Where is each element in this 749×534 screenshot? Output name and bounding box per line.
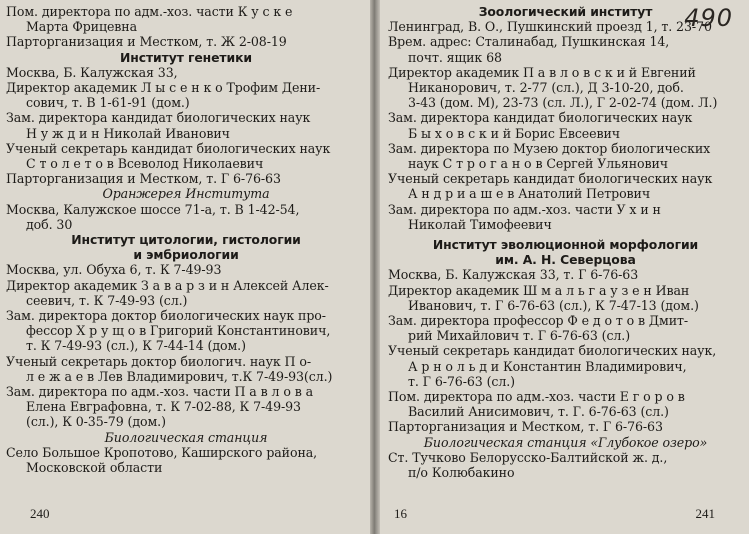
text-line: сович, т. В 1-61-91 (дом.) bbox=[26, 95, 190, 111]
text-line: Ученый секретарь кандидат биологических наук bbox=[6, 140, 331, 156]
text-line: Зам. директора кандидат биологических наук bbox=[6, 110, 311, 126]
right-page-footer-number: 16 bbox=[394, 506, 407, 521]
text-line: Село Большое Кропотово, Каширского района, bbox=[6, 444, 318, 460]
text-line: Ст. Тучково Белорусско-Балтийской ж. д., bbox=[388, 449, 668, 465]
handwritten-page-number: 490 bbox=[684, 4, 733, 32]
left-page-text bbox=[6, 4, 366, 475]
subsection-heading: Оранжерея Института bbox=[102, 186, 270, 202]
section-heading: Зоологический институт bbox=[478, 4, 653, 19]
text-line: А н д р и а ш е в Анатолий Петрович bbox=[408, 186, 651, 202]
text-line: Врем. адрес: Сталинабад, Пушкинская 14, bbox=[388, 34, 670, 50]
text-line: почт. ящик 68 bbox=[408, 49, 502, 65]
text-line: Иванович, т. Г 6-76-63 (сл.), К 7-47-13 (дом.) bbox=[408, 297, 699, 313]
text-line: С т о л е т о в Всеволод Николаевич bbox=[26, 156, 264, 172]
text-line: 3-43 (дом. М), 23-73 (сл. Л.), Г 2-02-74 (дом. Л.) bbox=[408, 95, 718, 111]
subsection-heading: Биологическая станция bbox=[104, 429, 268, 445]
text-line: Елена Евграфовна, т. К 7-02-88, К 7-49-93 bbox=[26, 399, 301, 415]
text-line: Директор академик Л ы с е н к о Трофим Дени- bbox=[6, 80, 321, 96]
text-line: Н у ж д и н Николай Иванович bbox=[26, 125, 230, 141]
text-line: Никанорович, т. 2-77 (сл.), Д 3-10-20, доб. bbox=[408, 80, 684, 96]
section-heading: Институт цитологии, гистологии bbox=[71, 232, 301, 248]
text-line: Парторганизация и Местком, т. Ж 2-08-19 bbox=[6, 34, 287, 50]
section-heading: Институт генетики bbox=[120, 49, 252, 65]
text-line: Москва, Б. Калужская 33, т. Г 6-76-63 bbox=[388, 267, 639, 283]
subsection-heading: Биологическая станция «Глубокое озеро» bbox=[423, 434, 708, 450]
left-page-number: 240 bbox=[30, 506, 50, 521]
text-line: Василий Анисимович, т. Г. 6-76-63 (сл.) bbox=[408, 404, 669, 420]
section-heading: Институт эволюционной морфологии bbox=[432, 237, 699, 253]
text-line: Парторганизация и Местком, т. Г 6-76-63 bbox=[388, 419, 663, 435]
text-line: (сл.), К 0-35-79 (дом.) bbox=[26, 414, 166, 430]
text-line: л е ж а е в Лев Владимирович, т.К 7-49-93(сл.) bbox=[26, 368, 333, 384]
left-page bbox=[0, 0, 370, 534]
text-line: Зам. директора профессор Ф е д о т о в Дмит- bbox=[388, 313, 689, 329]
section-heading: им. А. Н. Северцова bbox=[495, 252, 636, 268]
text-line: Московской области bbox=[26, 460, 163, 476]
text-line: Пом. директора по адм.-хоз. части К у с к е bbox=[6, 4, 293, 19]
text-line: Ученый секретарь доктор биологич. наук П о- bbox=[6, 353, 311, 369]
text-line: Зам. директора по адм.-хоз. части У х и н bbox=[388, 201, 661, 217]
right-page bbox=[380, 0, 749, 534]
text-line: доб. 30 bbox=[26, 216, 73, 232]
text-line: Директор академик Ш м а л ь г а у з е н Иван bbox=[388, 282, 690, 298]
text-line: наук С т р о г а н о в Сергей Ульянович bbox=[408, 156, 669, 172]
text-line: рий Михайлович т. Г 6-76-63 (сл.) bbox=[408, 328, 631, 344]
section-heading: и эмбриологии bbox=[133, 247, 239, 263]
text-line: Директор академик З а в а р з и н Алексей Алек- bbox=[6, 277, 329, 293]
text-line: А р н о л ь д и Константин Владимирович, bbox=[408, 358, 687, 374]
text-line: Москва, ул. Обуха 6, т. К 7-49-93 bbox=[6, 262, 222, 278]
text-line: т. К 7-49-93 (сл.), К 7-44-14 (дом.) bbox=[26, 338, 246, 354]
text-line: Москва, Калужское шоссе 71-а, т. В 1-42-54, bbox=[6, 201, 300, 217]
text-line: Николай Тимофеевич bbox=[408, 216, 552, 232]
text-line: Пом. директора по адм.-хоз. части Е г о р о в bbox=[388, 389, 685, 405]
right-page-number: 241 bbox=[695, 506, 715, 521]
text-line: Зам. директора по Музею доктор биологических bbox=[388, 140, 711, 156]
text-line: Ленинград, В. О., Пушкинский проезд 1, т. 23-70 bbox=[388, 19, 712, 35]
text-line: Москва, Б. Калужская 33, bbox=[6, 64, 178, 80]
right-page-text bbox=[388, 4, 743, 480]
text-line: Парторганизация и Местком, т. Г 6-76-63 bbox=[6, 171, 281, 187]
text-line: Марта Фрицевна bbox=[26, 19, 137, 35]
text-line: сеевич, т. К 7-49-93 (сл.) bbox=[26, 292, 188, 308]
text-line: Б ы х о в с к и й Борис Евсеевич bbox=[408, 125, 620, 141]
text-line: п/о Колюбакино bbox=[408, 465, 515, 481]
text-line: Директор академик П а в л о в с к и й Евгений bbox=[388, 64, 696, 80]
text-line: т. Г 6-76-63 (сл.) bbox=[408, 373, 515, 389]
book-gutter bbox=[370, 0, 380, 534]
text-line: фессор Х р у щ о в Григорий Константинович, bbox=[26, 323, 331, 339]
text-line: Ученый секретарь кандидат биологических наук, bbox=[388, 343, 717, 359]
text-line: Ученый секретарь кандидат биологических наук bbox=[388, 171, 713, 187]
text-line: Зам. директора по адм.-хоз. части П а в л о в а bbox=[6, 384, 314, 400]
text-line: Зам. директора кандидат биологических наук bbox=[388, 110, 693, 126]
text-line: Зам. директора доктор биологических наук про- bbox=[6, 308, 326, 324]
